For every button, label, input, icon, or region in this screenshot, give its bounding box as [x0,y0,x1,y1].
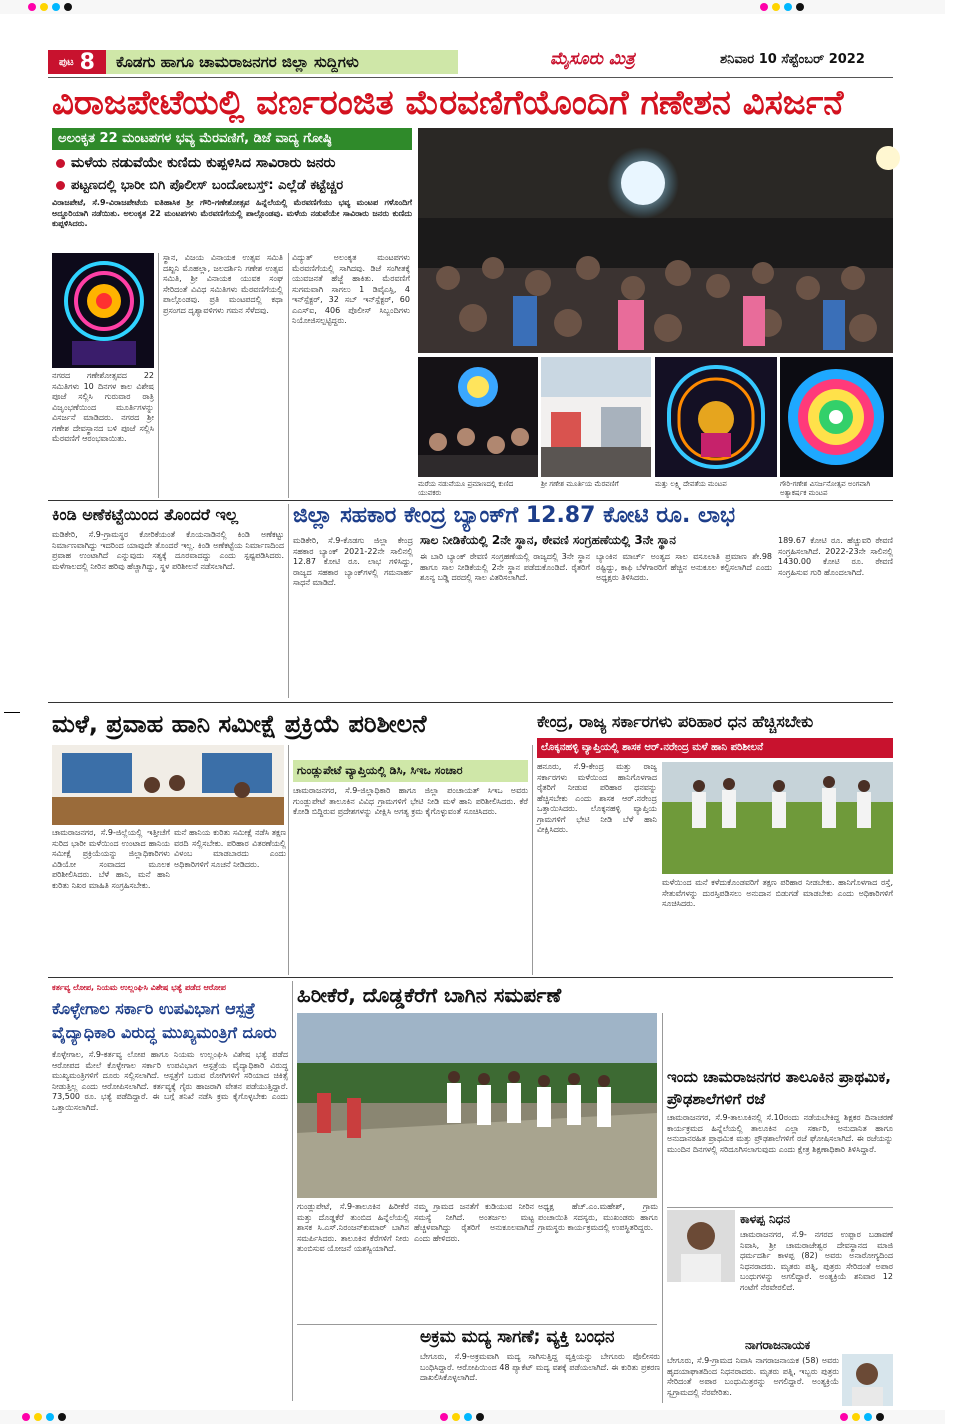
obituary-1-headline: ಕಾಳಪ್ಪ ನಿಧನ [740,1212,791,1226]
obituary-2-body: ಬೇಗೂರು, ಸೆ.9-ಗ್ರಾಮದ ನಿವಾಸಿ ನಾಗರಾಜನಾಯಕ (58) ಅವರು ಹೃದಯಾಘಾತದಿಂದ ನಿಧನರಾದರು. ಮೃತರು ಪತ್ನಿ, ಇಬ್ಬರು ಪುತ್ರರು ಸೇರಿದಂತೆ ಅಪಾರ ಬಂಧುಮಿತ್ರರನ್ನು ಅಗಲಿದ್ದಾರೆ. ಅಂತ್ಯಕ್ರಿಯೆ ಸ್ವಗ್ರಾಮದಲ್ಲಿ ನೆರವೇರಿತು. [667,1356,839,1397]
column-rule [158,253,159,498]
header-rule [48,77,893,78]
bullet-text: ಪಟ್ಟಣದಲ್ಲಿ ಭಾರೀ ಬಿಗಿ ಪೊಲೀಸ್ ಬಂದೋಬಸ್ತ್: ಎಲ್ಲೆಡೆ ಕಟ್ಟೆಚ್ಚರ [71,177,344,193]
color-registration-marks [22,1413,142,1421]
bullet-icon [56,159,65,168]
story-compensation-body-2: ಮಳೆಯಿಂದ ಮನೆ ಕಳೆದುಕೊಂಡವರಿಗೆ ತಕ್ಷಣ ಪರಿಹಾರ ನೀಡಬೇಕು. ಹಾನಿಗೊಳಗಾದ ರಸ್ತೆ, ಸೇತುವೆಗಳನ್ನು ದುರಸ್ತಿಪಡಿಸಲು ಅನುದಾನ ಬಿಡುಗಡೆ ಮಾಡಬೇಕು ಎಂದು ಅಧಿಕಾರಿಗಳಿಗೆ ಸೂಚಿಸಿದರು. [662,878,893,908]
lead-column-1: ನಗರದ ಗಣೇಶೋತ್ಸವದ 22 ಸಮಿತಿಗಳು 10 ದಿನಗಳ ಕಾಲ ವಿಶೇಷ ಪೂಜೆ ಸಲ್ಲಿಸಿ ಗುರುವಾರ ರಾತ್ರಿ ವಿಜೃಂಭಣೆಯಿಂದ ಮೂರ್ತಿಗಳನ್ನು ವಿಸರ್ಜನೆ ಮಾಡಿದರು. ನಗರದ ಶ್ರೀ ಗಣೇಶ ದೇವಸ್ಥಾನದ ಬಳಿ ಪೂಜೆ ಸಲ್ಲಿಸಿ ಮೆರವಣಿಗೆ ಆರಂಭವಾಯಿತು. [52,371,154,443]
story-hospital-body: ಕೊಳ್ಳೇಗಾಲ, ಸೆ.9-ಕರ್ತವ್ಯ ಲೋಪ ಹಾಗೂ ನಿಯಮ ಉಲ್ಲಂಘಿಸಿ ವಿಶೇಷ ಭತ್ಯೆ ಪಡೆದ ಆರೋಪದ ಮೇಲೆ ಕೊಳ್ಳೇಗಾಲ ಸರ್ಕಾರಿ ಉಪವಿಭಾಗ ಆಸ್ಪತ್ರೆಯ ವೈದ್ಯಾಧಿಕಾರಿ ವಿರುದ್ಧ ಮುಖ್ಯಮಂತ್ರಿಗಳಿಗೆ ದೂರು ಸಲ್ಲಿಸಲಾಗಿದೆ. ಆಸ್ಪತ್ರೆಗೆ ಬರುವ ರೋಗಿಗಳಿಗೆ ಸರಿಯಾದ ಚಿಕಿತ್ಸೆ ನೀಡುತ್ತಿಲ್ಲ ಎಂದು ಆರೋಪಿಸಲಾಗಿದೆ. ಕರ್ತವ್ಯಕ್ಕೆ ಗೈರು ಹಾಜರಾಗಿ ವೇತನ ಪಡೆಯುತ್ತಿದ್ದಾರೆ. 73,500 ರೂ. ಭತ್ಯೆ ಪಡೆದಿದ್ದಾರೆ. ಈ ಬಗ್ಗೆ ತನಿಖೆ ನಡೆಸಿ ಕ್ರಮ ಕೈಗೊಳ್ಳಬೇಕು ಎಂದು ಒತ್ತಾಯಿಸಲಾಗಿದೆ. [52,1050,288,1112]
section-rule [48,702,893,703]
dancers-illustration [418,357,538,477]
page-number-box [48,50,106,74]
lead-photo-mandala [780,357,893,477]
story-bagina-headline: ಹಿರೀಕೆರೆ, ದೊಡ್ಡಕೆರೆಗೆ ಬಾಗಿನ ಸಮರ್ಪಣೆ [297,983,562,1007]
bullet-text: ಮಳೆಯ ನಡುವೆಯೇ ಕುಣಿದು ಕುಪ್ಪಳಿಸಿದ ಸಾವಿರಾರು ಜನರು [71,155,336,171]
story-bagina-photo [297,1013,657,1198]
photo-caption-2: ಶ್ರೀ ಗಣೇಶ ಮೂರ್ತಿಯ ಮೆರವಣಿಗೆ [541,480,619,488]
mantapa-illustration [52,253,154,368]
story-gundlupet-headline: ಗುಂಡ್ಲುಪೇಟೆ ವ್ಯಾಪ್ತಿಯಲ್ಲಿ ಡಿಸಿ, ಸಿಇಒ ಸಂಚಾರ [293,760,528,782]
portrait-illustration [842,1354,893,1406]
obituary-2-headline: ನಾಗರಾಜನಾಯಕ [745,1338,811,1352]
street-illustration [541,357,651,477]
photo-caption-3: ಮತ್ತು ಲಕ್ಷ್ಮಿ ದೇವತೆಯ ಮಂಟಪ [655,480,727,488]
section-title: ಕೊಡಗು ಹಾಗೂ ಚಾಮರಾಜನಗರ ಜಿಲ್ಲಾ ಸುದ್ದಿಗಳು [116,53,359,71]
story-bagina-col3: ಅಧ್ಯಕ್ಷ ಹೆಚ್.ಎಂ.ಮಹೇಶ್, ಗ್ರಾಮ ಪಂಚಾಯಿತಿ ಸದಸ್ಯರು, ಮುಖಂಡರು ಹಾಗೂ ಗ್ರಾಮಸ್ಥರು ಕಾರ್ಯಕ್ರಮದಲ್ಲಿ ಉಪಸ್ಥಿತರಿದ್ದರು. [538,1202,658,1232]
story-liquor-body: ಬೇಗೂರು, ಸೆ.9-ಅಕ್ರಮವಾಗಿ ಮದ್ಯ ಸಾಗಿಸುತ್ತಿದ್ದ ವ್ಯಕ್ತಿಯನ್ನು ಬೇಗೂರು ಪೊಲೀಸರು ಬಂಧಿಸಿದ್ದಾರೆ. ಆರೋಪಿಯಿಂದ 48 ಪ್ಯಾಕೆಟ್ ಮದ್ಯ ವಶಕ್ಕೆ ಪಡೆಯಲಾಗಿದೆ. ಈ ಕುರಿತು ಪ್ರಕರಣ ದಾಖಲಿಸಿಕೊಳ್ಳಲಾಗಿದೆ. [420,1352,660,1382]
story-bank-col3: ಬ್ಯಾಂಕಿನ ಮಾರ್ಚ್ ಅಂತ್ಯದ ಸಾಲ ವಸೂಲಾತಿ ಪ್ರಮಾಣ ಶೇ.98 ರಷ್ಟಿದ್ದು, ಕಾಫಿ ಬೆಳೆಗಾರರಿಗೆ ಹೆಚ್ಚಿನ ಅನುಕೂಲ ಕಲ್ಪಿಸಲಾಗಿದೆ ಎಂದು ಅಧ್ಯಕ್ಷರು ತಿಳಿಸಿದರು. [596,552,772,582]
lead-photo-dancers [418,357,538,477]
column-rule [288,253,289,498]
meeting-illustration [52,745,284,825]
story-compensation-body: ಹನೂರು, ಸೆ.9-ಕೇಂದ್ರ ಮತ್ತು ರಾಜ್ಯ ಸರ್ಕಾರಗಳು ಮಳೆಯಿಂದ ಹಾನಿಗೊಳಗಾದ ರೈತರಿಗೆ ನೀಡುವ ಪರಿಹಾರ ಧನವನ್ನು ಹೆಚ್ಚಿಸಬೇಕು ಎಂದು ಶಾಸಕ ಆರ್.ನರೇಂದ್ರ ಒತ್ತಾಯಿಸಿದರು. ಲೊಕ್ಕನಹಳ್ಳಿ ವ್ಯಾಪ್ತಿಯ ಗ್ರಾಮಗಳಿಗೆ ಭೇಟಿ ನೀಡಿ ಬೆಳೆ ಹಾನಿ ವೀಕ್ಷಿಸಿದರು. [537,762,657,834]
mandala-illustration [780,357,893,477]
color-registration-marks [760,3,880,11]
story-rain-body-2: ಮನೆ ಹಾನಿಯ ಕುರಿತು ಸಮೀಕ್ಷೆ ನಡೆಸಿ ತಕ್ಷಣ ವರದಿ ಸಲ್ಲಿಸಬೇಕು. ಪರಿಹಾರ ವಿತರಣೆಯಲ್ಲಿ ವಿಳಂಬ ಮಾಡಬಾರದು ಎಂದು ಅಧಿಕಾರಿಗಳಿಗೆ ಸೂಚನೆ ನೀಡಿದರು. [174,828,286,869]
lakshmi-mantapa-illustration [655,357,777,477]
section-rule [667,1207,893,1208]
lake-offering-illustration [297,1013,657,1198]
lead-bullet-1 [56,153,416,173]
story-compensation-photo [662,762,893,874]
photo-caption-1: ಮರೆಯ ನಡುವೆಯೂ ಪ್ರಮಾಣದಲ್ಲಿ ಕುಣಿದ ಯುವಕರು [418,480,514,497]
story-bank-col1: ಮಡಿಕೇರಿ, ಸೆ.9-ಕೊಡಗು ಜಿಲ್ಲಾ ಕೇಂದ್ರ ಸಹಕಾರ ಬ್ಯಾಂಕ್ 2021-22ನೇ ಸಾಲಿನಲ್ಲಿ 12.87 ಕೋಟಿ ರೂ. ಲಾಭ ಗಳಿಸಿದ್ದು, ರಾಜ್ಯದ ಸಹಕಾರ ಬ್ಯಾಂಕ್‍ಗಳಲ್ಲಿ ಗಮನಾರ್ಹ ಸಾಧನೆ ಮಾಡಿದೆ. [293,536,413,587]
color-registration-marks [840,1413,960,1421]
lead-photo-street [541,357,651,477]
field-visit-illustration [662,762,893,874]
obituary-1-photo [667,1210,735,1282]
story-bank-col2: ಈ ಬಾರಿ ಬ್ಯಾಂಕ್ ಠೇವಣಿ ಸಂಗ್ರಹಣೆಯಲ್ಲಿ ರಾಜ್ಯದಲ್ಲಿ 3ನೇ ಸ್ಥಾನ ಹಾಗೂ ಸಾಲ ನೀಡಿಕೆಯಲ್ಲಿ 2ನೇ ಸ್ಥಾನ ಪಡೆದುಕೊಂಡಿದೆ. ರೈತರಿಗೆ ಶೂನ್ಯ ಬಡ್ಡಿ ದರದಲ್ಲಿ ಸಾಲ ವಿತರಿಸಲಾಗಿದೆ. [420,552,590,582]
story-rain-headline: ಮಳೆ, ಪ್ರವಾಹ ಹಾನಿ ಸಮೀಕ್ಷೆ ಪ್ರಕ್ರಿಯೆ ಪರಿಶೀಲನೆ [52,710,427,738]
masthead-logo: ಮೈಸೂರು ಮಿತ್ರ [550,49,635,69]
column-rule [292,981,293,1401]
story-bagina-col1: ಗುಂಡ್ಲುಪೇಟೆ, ಸೆ.9-ತಾಲೂಕಿನ ಹಿರೀಕೆರೆ ಮತ್ತು ದೊಡ್ಡಕೆರೆ ತುಂಬಿದ ಹಿನ್ನೆಲೆಯಲ್ಲಿ ಶಾಸಕ ಸಿ.ಎಸ್.ನಿರಂಜನ್‍ಕುಮಾರ್ ಬಾಗಿನ ಸಮರ್ಪಿಸಿದರು. ತಾಲೂಕಿನ ಕೆರೆಗಳಿಗೆ ನೀರು ತುಂಬಿಸುವ ಯೋಜನೆ ಯಶಸ್ವಿಯಾಗಿದೆ. [297,1202,409,1253]
photo-caption-4: ಗೌರಿ-ಗಣೇಶ ವಿಸರ್ಜನೋತ್ಸವ ಅಂಗವಾಗಿ ಅತ್ಯಾಕರ್ಷಕ ಮಂಟಪ [780,480,871,497]
story-holiday-body: ಚಾಮರಾಜನಗರ, ಸೆ.9-ತಾಲೂಕಿನಲ್ಲಿ ಸೆ.10ರಂದು ನಡೆಯಬೇಕಿದ್ದ ಶಿಕ್ಷಕರ ದಿನಾಚರಣೆ ಕಾರ್ಯಕ್ರಮದ ಹಿನ್ನೆಲೆಯಲ್ಲಿ ತಾಲೂಕಿನ ಎಲ್ಲಾ ಸರ್ಕಾರಿ, ಅನುದಾನಿತ ಹಾಗೂ ಅನುದಾನರಹಿತ ಪ್ರಾಥಮಿಕ ಮತ್ತು ಪ್ರೌಢಶಾಲೆಗಳಿಗೆ ರಜೆ ಘೋಷಿಸಲಾಗಿದೆ. ಈ ರಜೆಯನ್ನು ಮುಂದಿನ ದಿನಗಳಲ್ಲಿ ಸರಿದೂಗಿಸಲಾಗುವುದು ಎಂದು ಕ್ಷೇತ್ರ ಶಿಕ್ಷಣಾಧಿಕಾರಿ ತಿಳಿಸಿದ್ದಾರೆ. [667,1113,893,1154]
story-hospital-kicker: ಕರ್ತವ್ಯ ಲೋಪ, ನಿಯಮ ಉಲ್ಲಂಘಿಸಿ ವಿಶೇಷ ಭತ್ಯೆ ಪಡೆದ ಆರೋಪ [52,983,226,992]
lead-column-3: ವಿದ್ಯುತ್ ಅಲಂಕೃತ ಮಂಟಪಗಳು ಮೆರವಣಿಗೆಯಲ್ಲಿ ಸಾಗಿದವು. ಡಿಜೆ ಸಂಗೀತಕ್ಕೆ ಯುವಜನತೆ ಹೆಜ್ಜೆ ಹಾಕಿತು. ಮೆರವಣಿಗೆ ಸುಗಮವಾಗಿ ಸಾಗಲು 1 ಡಿವೈಎಸ್ಪಿ, 4 ಇನ್‍ಸ್ಪೆಕ್ಟರ್, 32 ಸಬ್ ಇನ್‍ಸ್ಪೆಕ್ಟರ್, 60 ಎಎಸ್‍ಐ, 406 ಪೊಲೀಸ್ ಸಿಬ್ಬಂದಿಗಳು ನಿಯೋಜಿಸಲ್ಪಟ್ಟಿದ್ದರು. [292,253,410,325]
story-bagina-col2: ನಮ್ಮ ಗ್ರಾಮದ ಜನತೆಗೆ ಕುಡಿಯುವ ನೀರಿನ ಸಮಸ್ಯೆ ನೀಗಿದೆ. ಅಂತರ್ಜಲ ಮಟ್ಟ ಹೆಚ್ಚಳವಾಗಿದ್ದು ರೈತರಿಗೆ ಅನುಕೂಲವಾಗಿದೆ ಎಂದು ಹೇಳಿದರು. [414,1202,534,1243]
story-holiday-headline: ಇಂದು ಚಾಮರಾಜನಗರ ತಾಲೂಕಿನ ಪ್ರಾಥಮಿಕ, ಪ್ರೌಢಶಾಲೆಗಳಿಗೆ ರಜೆ [667,1068,891,1108]
story-kindi-headline: ಕಿಂಡಿ ಅಣೆಕಟ್ಟೆಯಿಂದ ತೊಂದರೆ ಇಲ್ಲ [52,505,239,524]
lead-headline: ವಿರಾಜಪೇಟೆಯಲ್ಲಿ ವರ್ಣರಂಜಿತ ಮೆರವಣಿಗೆಯೊಂದಿಗೆ ಗಣೇಶನ ವಿಸರ್ಜನೆ [52,83,844,123]
obituary-2-photo [842,1354,893,1406]
story-bank-subhead: ಸಾಲ ನೀಡಿಕೆಯಲ್ಲಿ 2ನೇ ಸ್ಥಾನ, ಠೇವಣಿ ಸಂಗ್ರಹಣೆಯಲ್ಲಿ 3ನೇ ಸ್ಥಾನ [420,533,676,547]
story-bank-headline: ಜಿಲ್ಲಾ ಸಹಕಾರ ಕೇಂದ್ರ ಬ್ಯಾಂಕ್‍ಗೆ 12.87 ಕೋಟಿ ರೂ. ಲಾಭ [293,503,736,528]
column-rule [288,745,289,975]
column-rule [532,745,533,975]
story-compensation-subhead: ಲೊಕ್ಕನಹಳ್ಳಿ ವ್ಯಾಪ್ತಿಯಲ್ಲಿ ಶಾಸಕ ಆರ್.ನರೇಂದ್ರ ಮಳೆ ಹಾನಿ ಪರಿಶೀಲನೆ [537,738,893,758]
story-compensation-headline: ಕೇಂದ್ರ, ರಾಜ್ಯ ಸರ್ಕಾರಗಳು ಪರಿಹಾರ ಧನ ಹೆಚ್ಚಿಸಬೇಕು [537,712,814,731]
section-rule [48,500,893,501]
story-gundlupet-body: ಚಾಮರಾಜನಗರ, ಸೆ.9-ಜಿಲ್ಲಾಧಿಕಾರಿ ಹಾಗೂ ಜಿಲ್ಲಾ ಪಂಚಾಯತ್ ಸಿಇಒ ಅವರು ಗುಂಡ್ಲುಪೇಟೆ ತಾಲೂಕಿನ ವಿವಿಧ ಗ್ರಾಮಗಳಿಗೆ ಭೇಟಿ ನೀಡಿ ಮಳೆ ಹಾನಿ ಪರಿಶೀಲಿಸಿದರು. ಕೆರೆ ಕೋಡಿ ಬಿದ್ದಿರುವ ಪ್ರದೇಶಗಳನ್ನು ವೀಕ್ಷಿಸಿ ಅಗತ್ಯ ಕ್ರಮ ಕೈಗೊಳ್ಳುವಂತೆ ಸೂಚಿಸಿದರು. [293,786,528,816]
obituary-1-body-continued [667,1286,893,1336]
page-label: ಪುಟ [59,56,74,68]
story-kindi-body: ಮಡಿಕೇರಿ, ಸೆ.9-ಗ್ರಾಮಸ್ಥರ ಕೋರಿಕೆಯಂತೆ ಕೊಯನಾಡಿನಲ್ಲಿ ಕಿಂಡಿ ಅಣೆಕಟ್ಟು ನಿರ್ಮಾಣವಾಗಿದ್ದು ಇದರಿಂದ ಯಾವುದೇ ತೊಂದರೆ ಇಲ್ಲ. ಕಿಂಡಿ ಅಣೆಕಟ್ಟೆಯ ನಿರ್ಮಾಣದಿಂದ ಪ್ರವಾಹ ಉಂಟಾಗಿದೆ ಎನ್ನುವುದು ಸತ್ಯಕ್ಕೆ ದೂರವಾದದ್ದು ಎಂದು ಸ್ಪಷ್ಟಪಡಿಸಿದರು. ಮಳೆಗಾಲದಲ್ಲಿ ನೀರಿನ ಹರಿವು ಹೆಚ್ಚಾಗಿದ್ದು, ಸ್ಥಳ ಪರಿಶೀಲನೆ ನಡೆಸಲಾಗಿದೆ. [52,530,284,571]
column-rule [662,1013,663,1403]
story-rain-body: ಚಾಮರಾಜನಗರ, ಸೆ.9-ಜಿಲ್ಲೆಯಲ್ಲಿ ಇತ್ತೀಚೆಗೆ ಸುರಿದ ಭಾರೀ ಮಳೆಯಿಂದ ಉಂಟಾದ ಹಾನಿಯ ಸಮೀಕ್ಷೆ ಪ್ರಕ್ರಿಯೆಯನ್ನು ಜಿಲ್ಲಾಧಿಕಾರಿಗಳು ವಿಡಿಯೋ ಸಂವಾದದ ಮೂಲಕ ಪರಿಶೀಲಿಸಿದರು. ಬೆಳೆ ಹಾನಿ, ಮನೆ ಹಾನಿ ಕುರಿತು ನಿಖರ ಮಾಹಿತಿ ಸಂಗ್ರಹಿಸಬೇಕು. [52,828,170,890]
color-registration-marks [440,1413,560,1421]
story-rain-photo [52,745,284,825]
lead-column-2: ಸ್ಥಾನ, ವಿಜಯ ವಿನಾಯಕ ಉತ್ಸವ ಸಮಿತಿ ದಖ್ಖನಿ ಮೊಹಲ್ಲಾ, ಜಲದರ್ಶಿನಿ ಗಣೇಶ ಉತ್ಸವ ಸಮಿತಿ, ಶ್ರೀ ವಿನಾಯಕ ಯುವಕ ಸಂಘ ಸೇರಿದಂತೆ ವಿವಿಧ ಸಮಿತಿಗಳು ಮೆರವಣಿಗೆಯಲ್ಲಿ ಪಾಲ್ಗೊಂಡವು. ಪ್ರತಿ ಮಂಟಪದಲ್ಲಿ ಕಥಾ ಪ್ರಸಂಗದ ದೃಶ್ಯಾವಳಿಗಳು ಗಮನ ಸೆಳೆದವು. [163,253,283,315]
lead-photo-crowd [418,128,893,353]
section-rule [48,977,893,978]
section-header [106,50,458,74]
page-number: 8 [79,49,95,75]
crowd-illustration [418,128,893,353]
lead-bullet-2 [56,175,416,195]
story-bank-col4: 189.67 ಕೋಟಿ ರೂ. ಹೆಚ್ಚುವರಿ ಠೇವಣಿ ಸಂಗ್ರಹಿಸಲಾಗಿದೆ. 2022-23ನೇ ಸಾಲಿನಲ್ಲಿ 1430.00 ಕೋಟಿ ರೂ. ಠೇವಣಿ ಸಂಗ್ರಹಿಸುವ ಗುರಿ ಹೊಂದಲಾಗಿದೆ. [778,536,893,577]
story-hospital-headline: ಕೊಳ್ಳೇಗಾಲ ಸರ್ಕಾರಿ ಉಪವಿಭಾಗ ಆಸ್ಪತ್ರೆ ವೈದ್ಯಾಧಿಕಾರಿ ವಿರುದ್ಧ ಮುಖ್ಯಮಂತ್ರಿಗೆ ದೂರು [52,999,277,1042]
column-rule [288,504,289,698]
crop-mark [4,712,20,713]
obituary-1-body: ಚಾಮರಾಜನಗರ, ಸೆ.9- ನಗರದ ಉಪ್ಪಾರ ಬಡಾವಣೆ ನಿವಾಸಿ, ಶ್ರೀ ಚಾಮರಾಜೇಶ್ವರ ದೇವಸ್ಥಾನದ ಮಾಜಿ ಧರ್ಮದರ್ಶಿ ಕಾಳಪ್ಪ (82) ಅವರು ಅನಾರೋಗ್ಯದಿಂದ ನಿಧನರಾದರು. ಮೃತರು ಪತ್ನಿ, ಪುತ್ರರು ಸೇರಿದಂತೆ ಅಪಾರ ಬಂಧುಗಳನ್ನು ಅಗಲಿದ್ದಾರೆ. ಅಂತ್ಯಕ್ರಿಯೆ ಶನಿವಾರ 12 ಗಂಟೆಗೆ ನೆರವೇರಲಿದೆ. [740,1230,893,1292]
lead-photo-lakshmi [655,357,777,477]
issue-date: ಶನಿವಾರ 10 ಸೆಪ್ಟೆಂಬರ್ 2022 [720,52,865,67]
lead-subhead: ಅಲಂಕೃತ 22 ಮಂಟಪಗಳ ಭವ್ಯ ಮೆರವಣಿಗೆ, ಡಿಜೆ ವಾದ್ಯ ಗೋಷ್ಠಿ [52,128,412,150]
section-rule [297,1324,657,1325]
portrait-illustration [667,1210,735,1282]
story-liquor-headline: ಅಕ್ರಮ ಮದ್ಯ ಸಾಗಣೆ; ವ್ಯಕ್ತಿ ಬಂಧನ [420,1327,615,1347]
lead-intro: ವಿರಾಜಪೇಟೆ, ಸೆ.9-ವಿರಾಜಪೇಟೆಯ ಐತಿಹಾಸಿಕ ಶ್ರೀ ಗೌರಿ-ಗಣೇಶೋತ್ಸವ ಹಿನ್ನೆಲೆಯಲ್ಲಿ ಮೆರವಣಿಗೆಯು ಭವ್ಯ ಮಂಟಪ ಗಳೊಂದಿಗೆ ಅದ್ದೂರಿಯಾಗಿ ನಡೆಯಿತು. ಅಲಂಕೃತ 22 ಮಂಟಪಗಳು ಮೆರವಣಿಗೆಯಲ್ಲಿ ಪಾಲ್ಗೊಂಡವು. ಮಳೆಯ ನಡುವೆಯೇ ಸಾವಿರಾರು ಜನರು ಕುಣಿದು ಕುಪ್ಪಳಿಸಿದರು. [52,198,412,228]
color-registration-marks [28,3,148,11]
bullet-icon [56,181,65,190]
lead-photo-mantapa [52,253,154,368]
